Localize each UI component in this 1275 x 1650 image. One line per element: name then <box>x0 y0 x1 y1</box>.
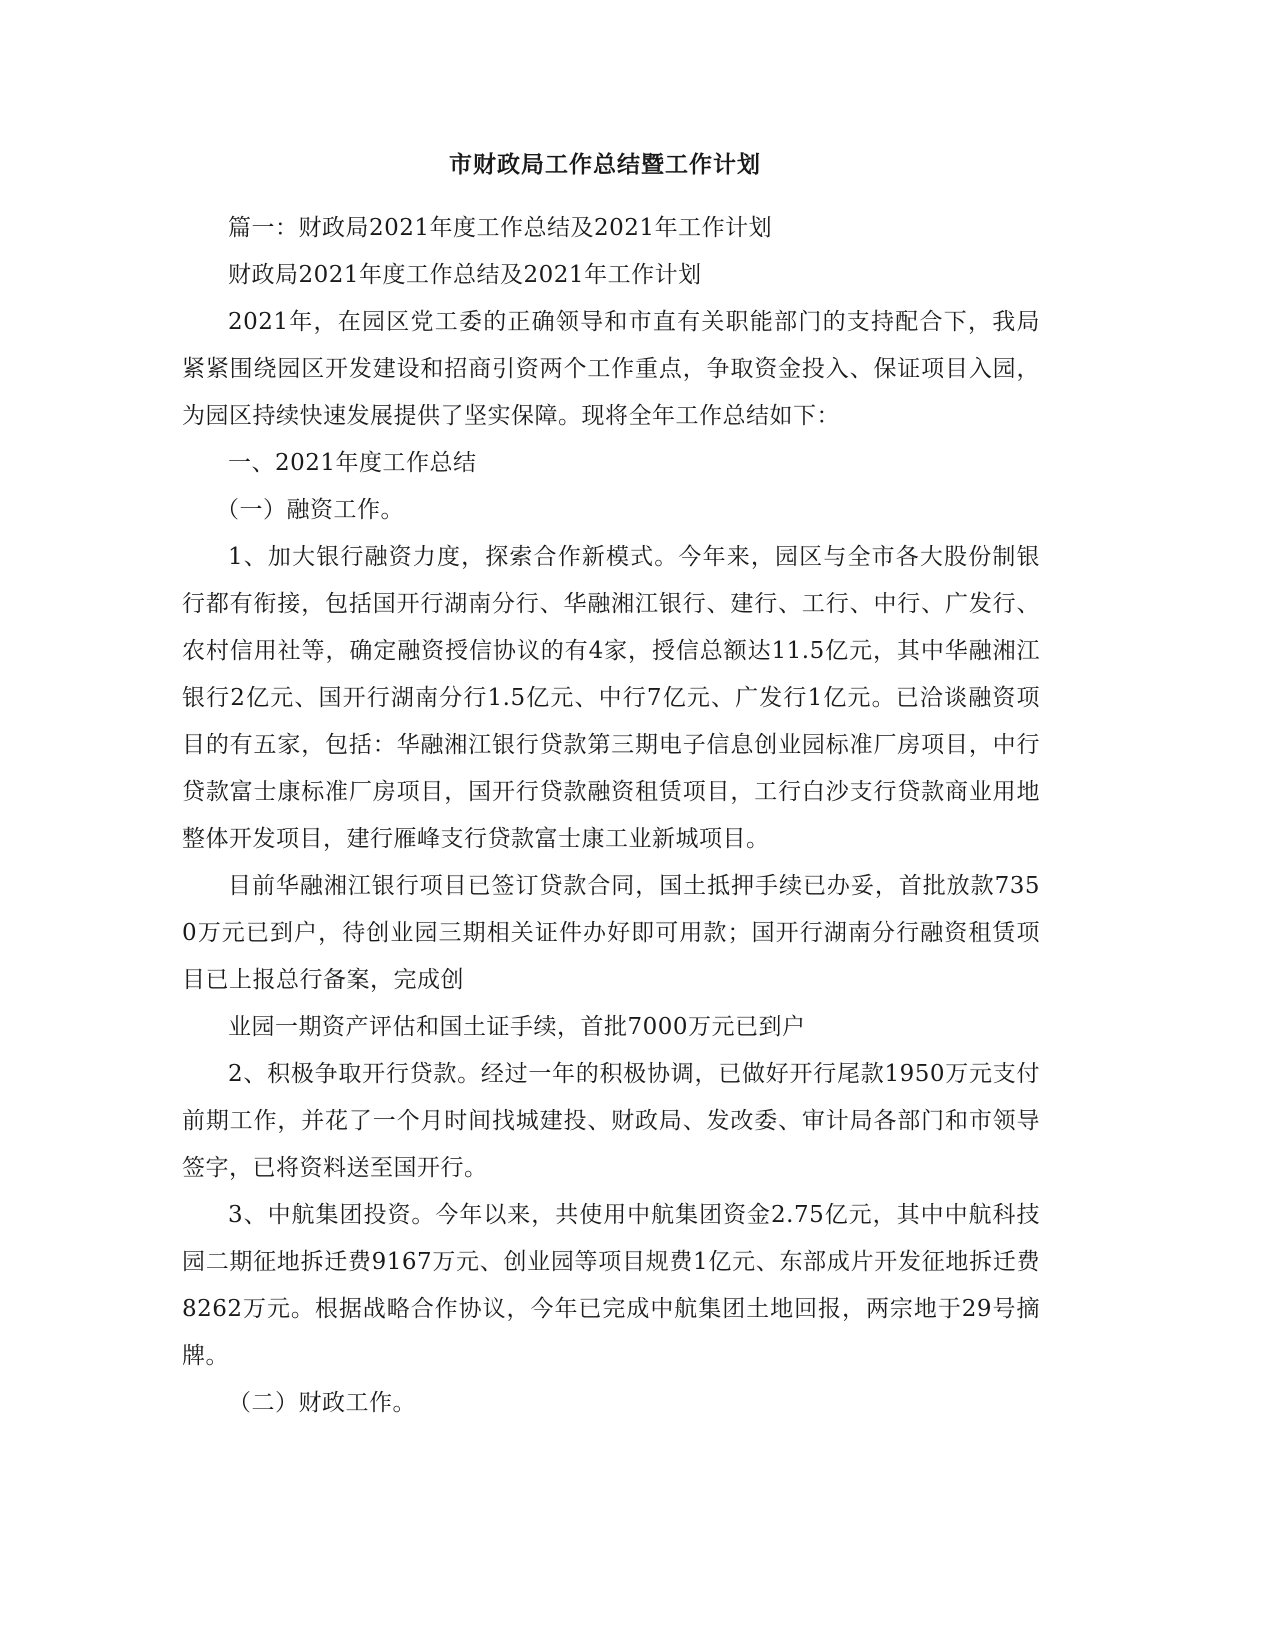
paragraph-cdb-loan: 2、积极争取开行贷款。经过一年的积极协调，已做好开行尾款1950万元支付前期工作，并花了一个月时间找城建投、财政局、发改委、审计局各部门和市领导签字，已将资料送至国开行。 <box>182 1061 1040 1181</box>
subsection-heading-financing: （一）融资工作。 <box>216 497 404 523</box>
paragraph-intro: 2021年，在园区党工委的正确领导和市直有关职能部门的支持配合下，我局紧紧围绕园区开发建设和招商引资两个工作重点，争取资金投入、保证项目入园，为园区持续快速发展提供了坚实保障。现将全年工作总结如下： <box>182 309 1040 429</box>
document-body <box>182 205 1040 1427</box>
section-heading-summary: 一、2021年度工作总结 <box>228 450 477 476</box>
paragraph-bank-financing: 1、加大银行融资力度，探索合作新模式。今年来，园区与全市各大股份制银行都有衔接，包括国开行湖南分行、华融湘江银行、建行、工行、中行、广发行、农村信用社等，确定融资授信协议的有4家，授信总额达11.5亿元，其中华融湘江银行2亿元、国开行湖南分行1.5亿元、中行7亿元、广发行1亿元。已洽谈融资项目的有五家，包括：华融湘江银行贷款第三期电子信息创业园标准厂房项目，中行贷款富士康标准厂房项目，国开行贷款融资租赁项目，工行白沙支行贷款商业用地整体开发项目，建行雁峰支行贷款富士康工业新城项目。 <box>182 544 1040 852</box>
paragraph-avic-investment: 3、中航集团投资。今年以来，共使用中航集团资金2.75亿元，其中中航科技园二期征地拆迁费9167万元、创业园等项目规费1亿元、东部成片开发征地拆迁费8262万元。根据战略合作协议，今年已完成中航集团土地回报，两宗地于29号摘牌。 <box>182 1202 1040 1369</box>
paragraph-current-progress: 目前华融湘江银行项目已签订贷款合同，国土抵押手续已办妥，首批放款7350万元已到户，待创业园三期相关证件办好即可用款；国开行湖南分行融资租赁项目已上报总行备案，完成创 <box>182 873 1040 993</box>
subsection-heading-finance-work: （二）财政工作。 <box>228 1390 416 1416</box>
paragraph-article-heading: 篇一：财政局2021年度工作总结及2021年工作计划 <box>228 215 773 241</box>
paragraph-subtitle: 财政局2021年度工作总结及2021年工作计划 <box>228 262 702 288</box>
document-title: 市财政局工作总结暨工作计划 <box>449 151 761 178</box>
paragraph-progress-continued: 业园一期资产评估和国土证手续，首批7000万元已到户 <box>228 1014 806 1040</box>
